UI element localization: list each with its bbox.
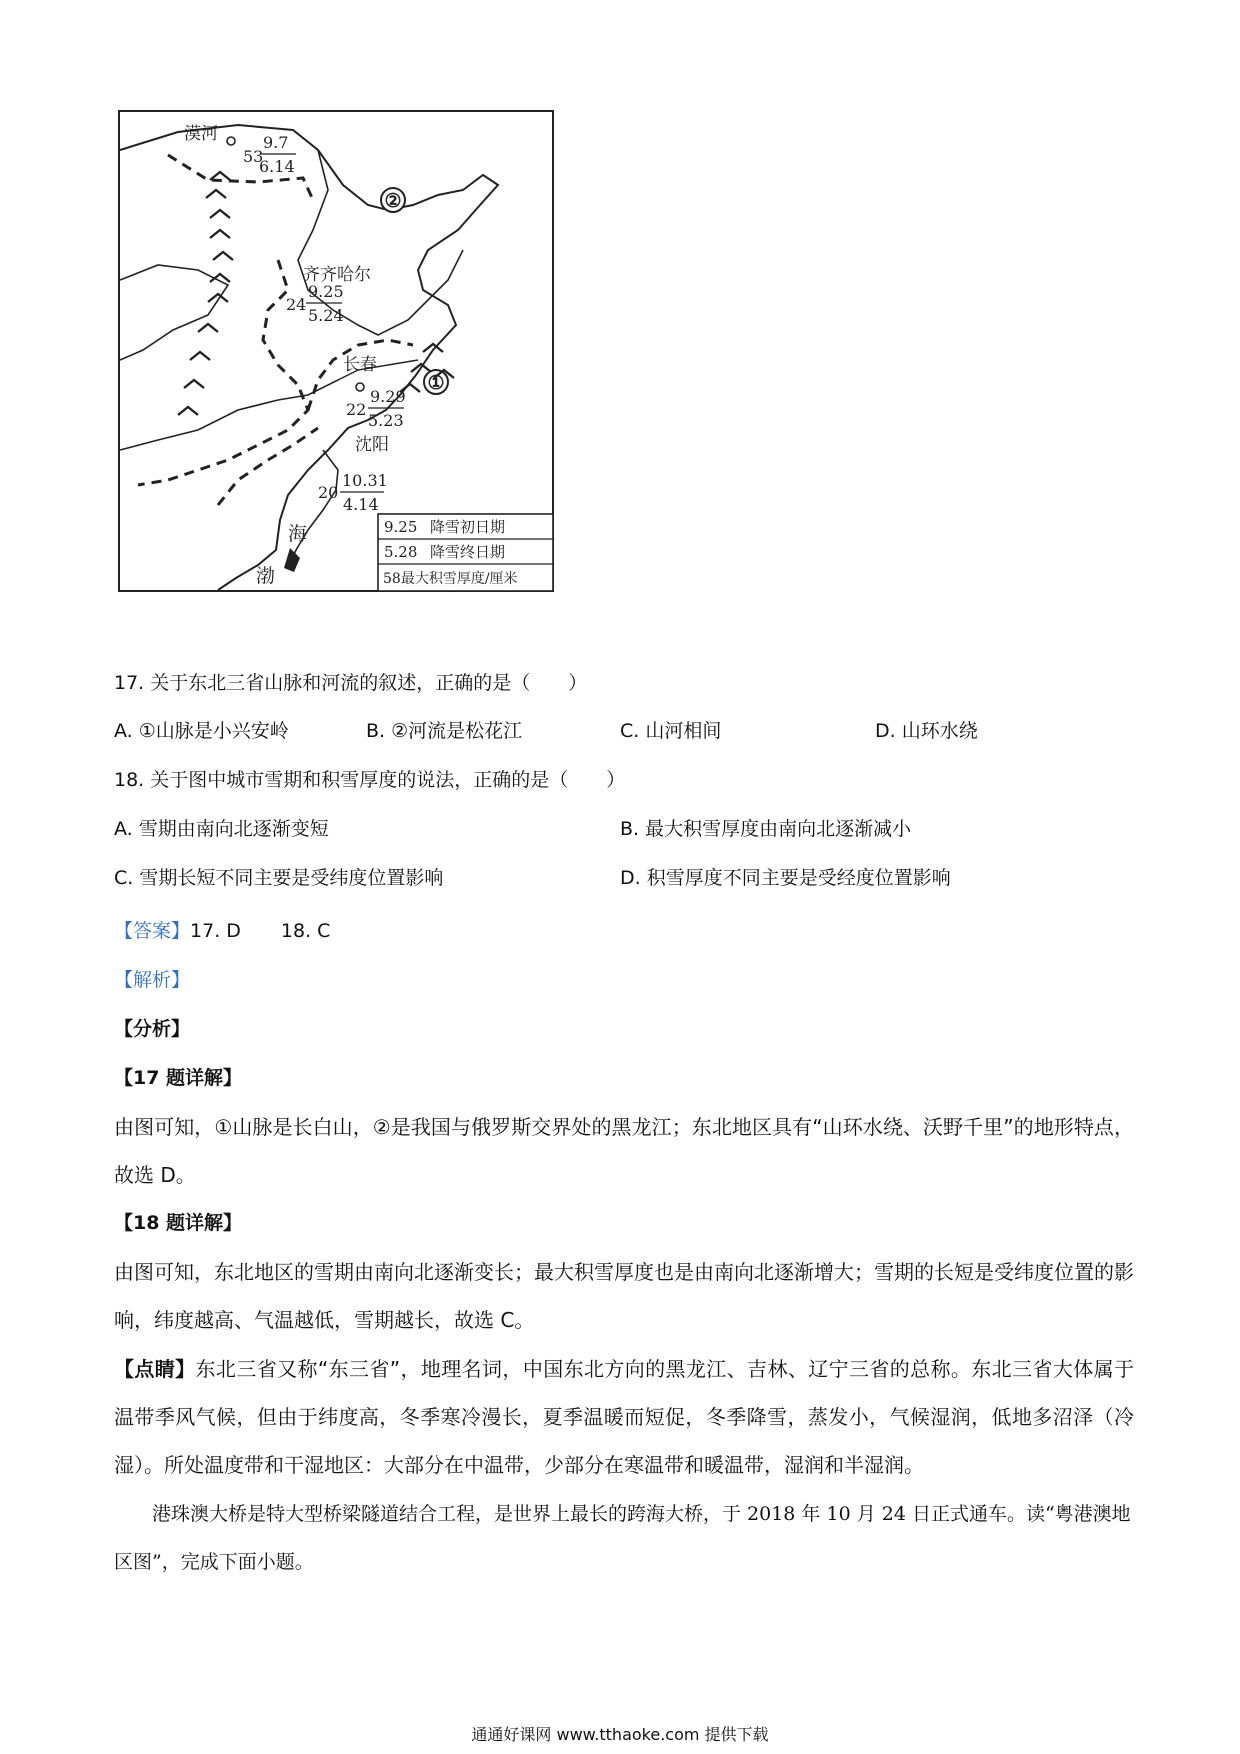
- snow-depth-qiqihar: 24: [286, 295, 307, 314]
- city-dot-changchun: [356, 383, 364, 391]
- city-dot-mohe: [227, 137, 235, 145]
- answer-17: 17. D: [190, 920, 241, 942]
- detail-18-text: 由图可知，东北地区的雪期由南向北逐渐变长；最大积雪厚度也是由南向北逐渐增大；雪期的长短是受纬度位置的影响，纬度越高、气温越低，雪期越长，故选 C。: [114, 1260, 1134, 1332]
- map-legend: [378, 514, 553, 591]
- last-snow-mohe: 6.14: [259, 157, 295, 176]
- legend-value-2: 5.28: [384, 543, 418, 561]
- q18-stem: 18. 关于图中城市雪期和积雪厚度的说法，正确的是（ ）: [114, 769, 626, 791]
- answer-line: [114, 918, 330, 944]
- dianjing-block: [114, 1345, 1134, 1489]
- q18-option-b: B. 最大积雪厚度由南向北逐渐减小: [620, 818, 912, 840]
- q17-option-d: D. 山环水绕: [875, 720, 978, 742]
- next-question-intro: 港珠澳大桥是特大型桥梁隧道结合工程，是世界上最长的跨海大桥，于 2018 年 10 月 24 日正式通车。读“粤港澳地区图”，完成下面小题。: [114, 1503, 1131, 1573]
- northeast-china-map: [118, 110, 554, 592]
- city-name-qiqihar: 齐齐哈尔: [303, 265, 371, 285]
- q18-option-d: D. 积雪厚度不同主要是受经度位置影响: [620, 867, 951, 889]
- last-snow-shenyang: 4.14: [343, 495, 379, 514]
- first-snow-qiqihar: 9.25: [308, 282, 344, 301]
- legend-row-3: 58最大积雪厚度/厘米: [383, 571, 518, 587]
- first-snow-shenyang: 10.31: [342, 471, 388, 490]
- q17-option-a: A. ①山脉是小兴安岭: [114, 720, 289, 742]
- page-footer: 通通好课网 www.tthaoke.com 提供下载: [471, 1725, 769, 1744]
- q18-option-c: C. 雪期长短不同主要是受纬度位置影响: [114, 867, 444, 889]
- sea-label-hai: 海: [288, 523, 308, 545]
- fenxi-label: 【分析】: [114, 1018, 191, 1040]
- answer-label: 【答案】: [114, 920, 191, 942]
- legend-label-1: 降雪初日期: [430, 518, 506, 536]
- detail-17-text: 由图可知，①山脉是长白山，②是我国与俄罗斯交界处的黑龙江；东北地区具有“山环水绕、沃野千里”的地形特点，故选 D。: [114, 1115, 1134, 1187]
- last-snow-changchun: 5.23: [368, 411, 404, 430]
- city-name-changchun: 长春: [343, 355, 377, 375]
- snow-depth-shenyang: 20: [318, 483, 339, 502]
- q17-option-c: C. 山河相间: [620, 720, 722, 742]
- city-name-shenyang: 沈阳: [355, 435, 389, 455]
- answer-18: 18. C: [280, 920, 331, 942]
- river-marker: ②: [384, 190, 402, 212]
- analysis-label: 【解析】: [114, 969, 191, 991]
- snow-depth-changchun: 22: [346, 400, 367, 419]
- q17-stem: 17. 关于东北三省山脉和河流的叙述，正确的是（ ）: [114, 672, 588, 694]
- first-snow-mohe: 9.7: [263, 133, 289, 152]
- dianjing-text: 东北三省又称“东三省”，地理名词，中国东北方向的黑龙江、吉林、辽宁三省的总称。东北三省大体属于温带季风气候，但由于纬度高，冬季寒冷漫长，夏季温暖而短促，冬季降雪，蒸发小，气候湿润，低地多沼泽（冷湿）。所处温度带和干湿地区：大部分在中温带，少部分在寒温带和暖温带，湿润和半湿润。: [114, 1357, 1134, 1477]
- detail-18-label: 【18 题详解】: [114, 1212, 243, 1234]
- dianjing-label: 【点睛】: [114, 1357, 196, 1381]
- q17-option-b: B. ②河流是松花江: [366, 720, 523, 742]
- legend-label-2: 降雪终日期: [430, 543, 506, 561]
- snow-depth-mohe: 53: [243, 147, 264, 166]
- q18-option-a: A. 雪期由南向北逐渐变短: [114, 818, 329, 840]
- mountain-marker: ①: [427, 372, 445, 394]
- first-snow-changchun: 9.29: [370, 387, 406, 406]
- detail-17-label: 【17 题详解】: [114, 1067, 243, 1089]
- sea-label-bo: 渤: [256, 565, 276, 587]
- city-name-mohe: 漠河: [184, 124, 218, 144]
- last-snow-qiqihar: 5.24: [308, 306, 344, 325]
- legend-value-1: 9.25: [384, 518, 418, 536]
